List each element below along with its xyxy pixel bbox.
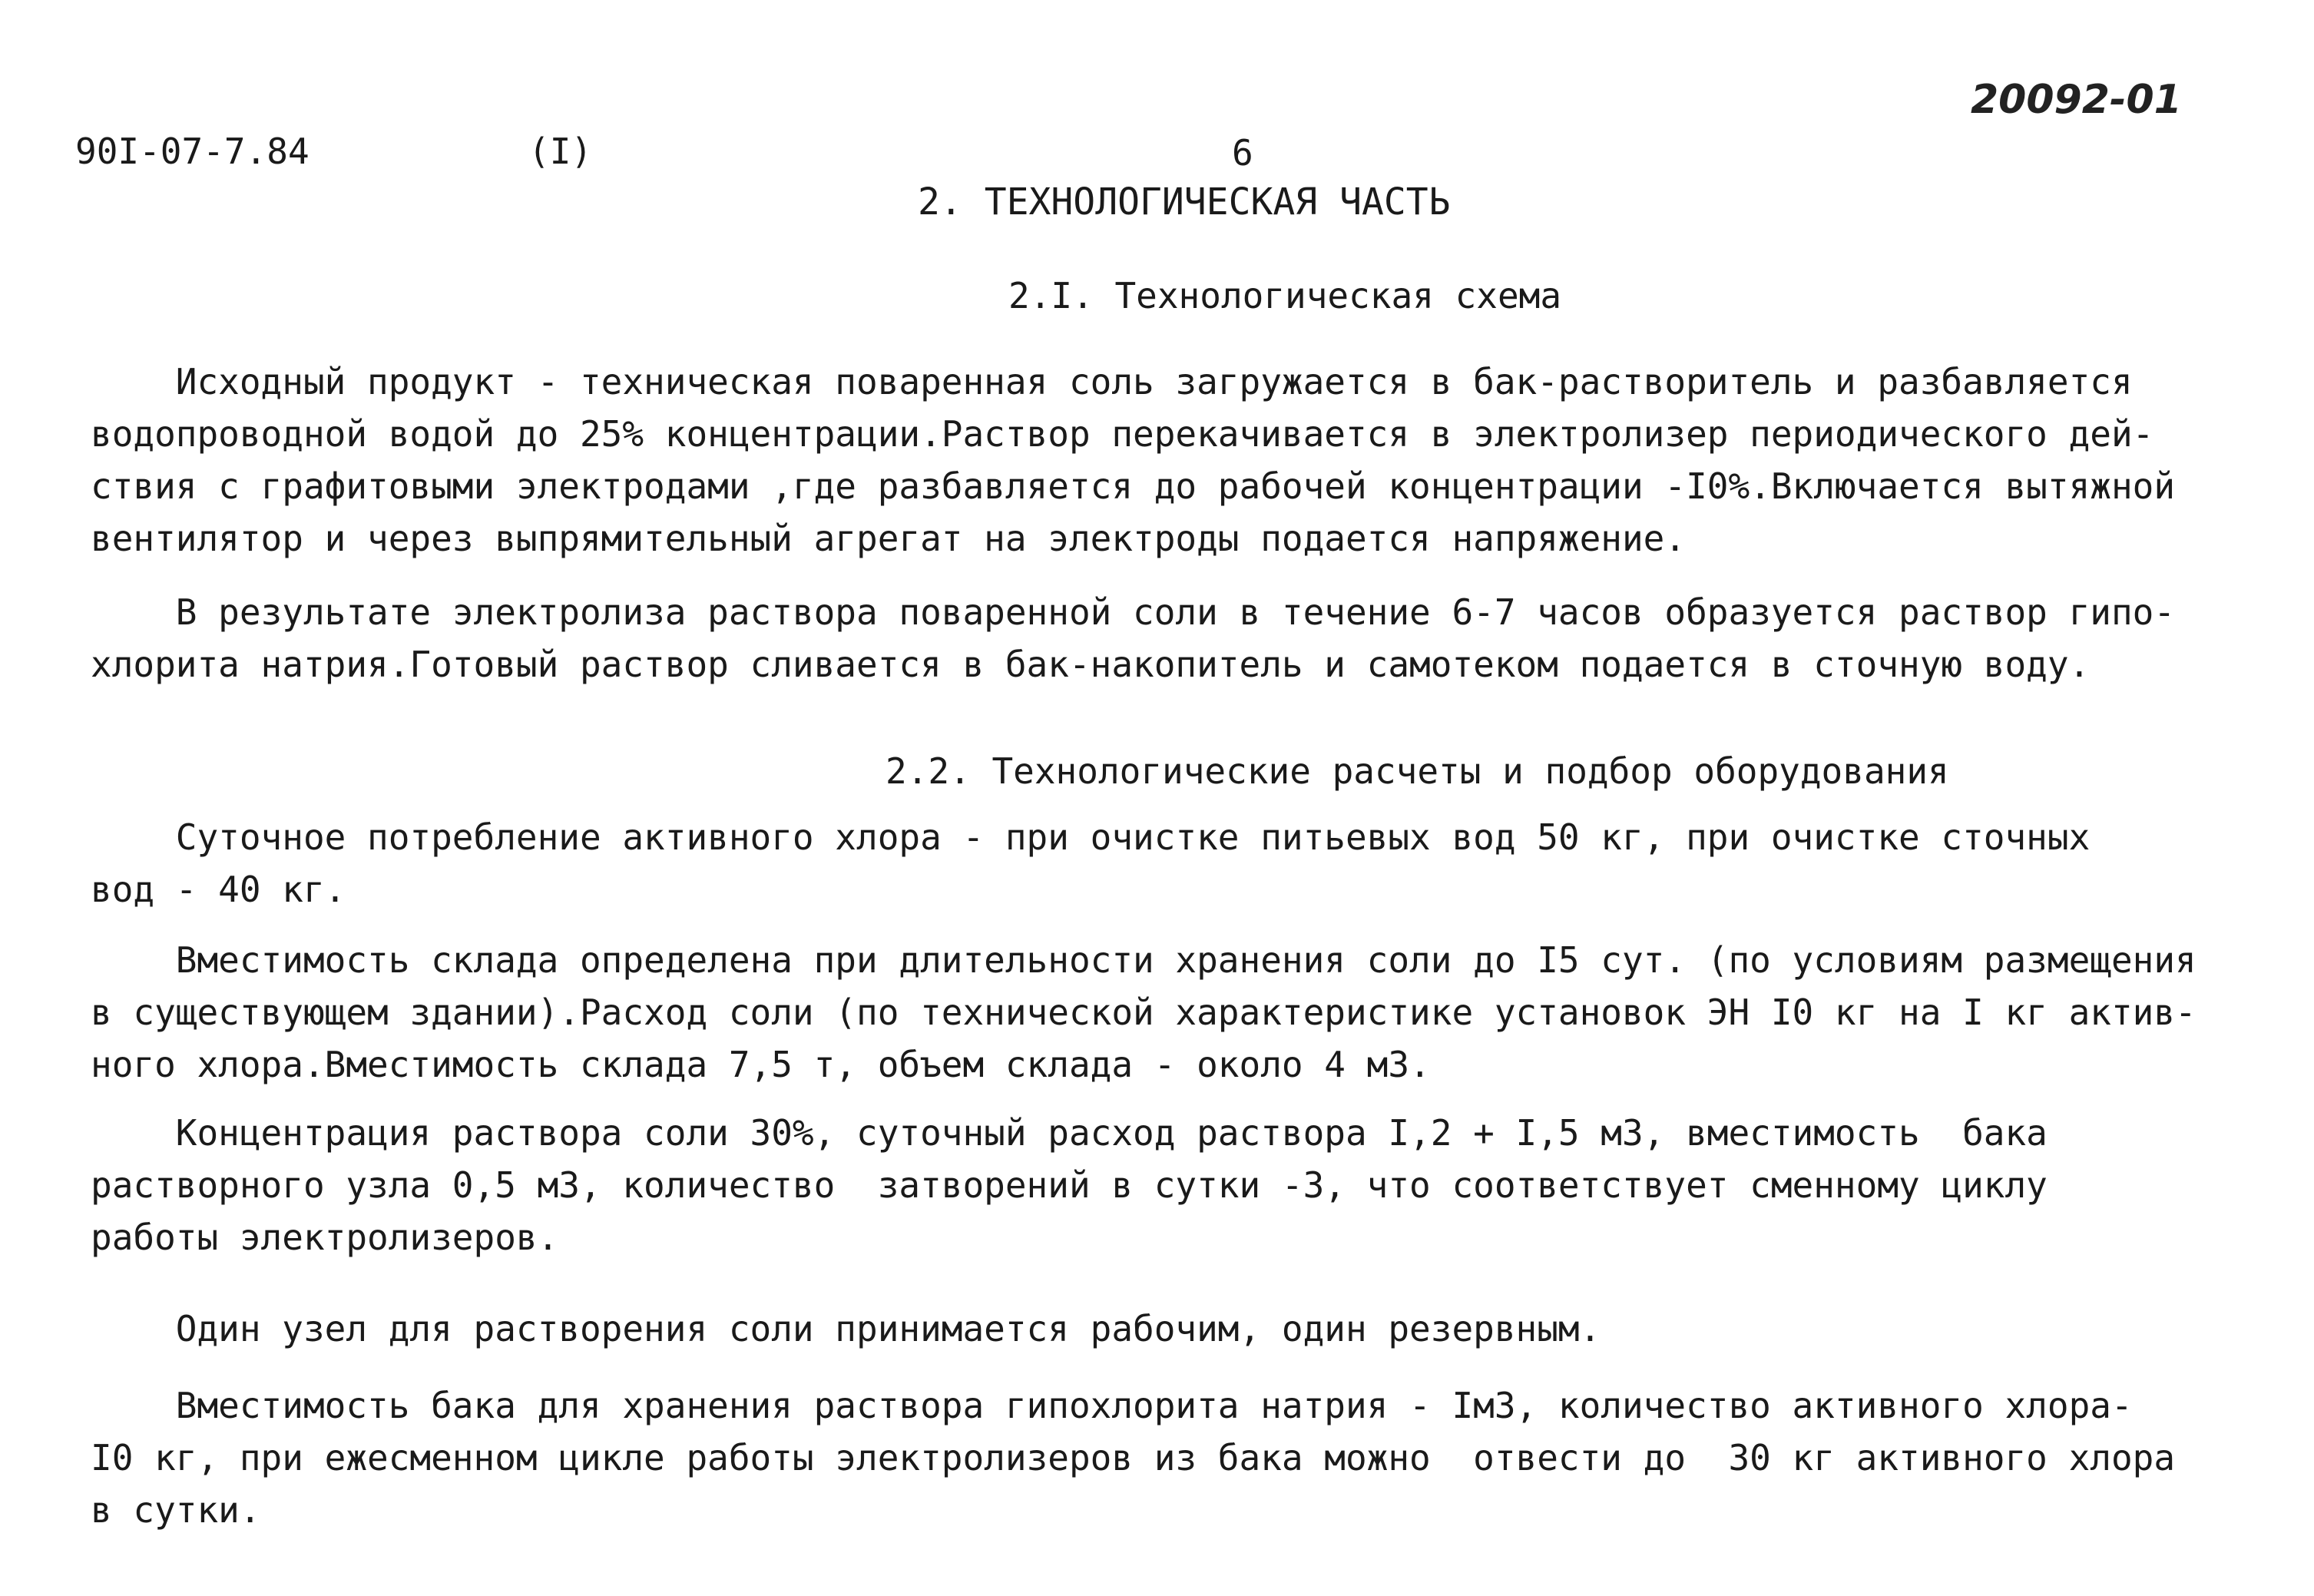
page-number: 6 bbox=[1232, 132, 1253, 174]
text-line: Концентрация раствора соли 30%, суточный расход раствора I,2 + I,5 м3, вместимость бака bbox=[91, 1112, 2048, 1154]
text-line: Исходный продукт - техническая поваренная соль загружается в бак-растворитель и разбавляется bbox=[91, 361, 2133, 402]
paragraph-dissolving-units bbox=[91, 1308, 1601, 1360]
paragraph-storage-capacity bbox=[91, 939, 2196, 1096]
subsection-title-2-1: 2.I. Технологическая схема bbox=[1008, 275, 1562, 316]
subsection-title-2-2: 2.2. Технологические расчеты и подбор оборудования bbox=[886, 750, 1949, 792]
text-line: Суточное потребление активного хлора - при очистке питьевых вод 50 кг, при очистке сточных bbox=[91, 816, 2091, 858]
text-line: в существующем здании).Расход соли (по технической характеристике установок ЭН I0 кг на I кг актив- bbox=[91, 992, 2196, 1033]
text-line: растворного узла 0,5 м3, количество затворений в сутки -3, что соответствует сменному циклу bbox=[91, 1164, 2048, 1206]
paragraph-solution-concentration bbox=[91, 1112, 2048, 1269]
text-line: вентилятор и через выпрямительный агрегат на электроды подается напряжение. bbox=[91, 518, 1687, 559]
text-line: I0 кг, при ежесменном цикле работы электролизеров из бака можно отвести до 30 кг активного хлора bbox=[91, 1437, 2176, 1478]
text-line: ствия с графитовыми электродами ,где разбавляется до рабочей концентрации -I0%.Включается вытяжной bbox=[91, 465, 2176, 507]
text-line: ного хлора.Вместимость склада 7,5 т, объем склада - около 4 м3. bbox=[91, 1044, 1431, 1085]
text-line: Один узел для растворения соли принимается рабочим, один резервным. bbox=[91, 1308, 1601, 1349]
paragraph-process-description bbox=[91, 361, 2175, 570]
text-line: работы электролизеров. bbox=[91, 1217, 559, 1258]
text-line: водопроводной водой до 25% концентрации.Раствор перекачивается в электролизер периодического дей- bbox=[91, 413, 2154, 455]
paragraph-storage-tank bbox=[91, 1385, 2175, 1541]
volume-number: (I) bbox=[528, 131, 593, 172]
text-line: в сутки. bbox=[91, 1489, 261, 1531]
text-line: хлорита натрия.Готовый раствор сливается в бак-накопитель и самотеком подается в сточную воду. bbox=[91, 644, 2091, 685]
text-line: В результате электролиза раствора поваренной соли в течение 6-7 часов образуется раствор гипо- bbox=[91, 591, 2176, 633]
text-line: Вместимость бака для хранения раствора гипохлорита натрия - Iм3, количество активного хлора- bbox=[91, 1385, 2133, 1426]
handwritten-stamp: 20092-01 bbox=[1971, 77, 2182, 123]
paragraph-chlorine-consumption bbox=[91, 816, 2090, 921]
text-line: вод - 40 кг. bbox=[91, 869, 346, 910]
document-code: 90I-07-7.84 bbox=[75, 131, 310, 172]
section-title: 2. ТЕХНОЛОГИЧЕСКАЯ ЧАСТЬ bbox=[918, 180, 1451, 224]
text-line: Вместимость склада определена при длительности хранения соли до I5 сут. (по условиям размещения bbox=[91, 939, 2196, 981]
paragraph-electrolysis-result bbox=[91, 591, 2175, 696]
